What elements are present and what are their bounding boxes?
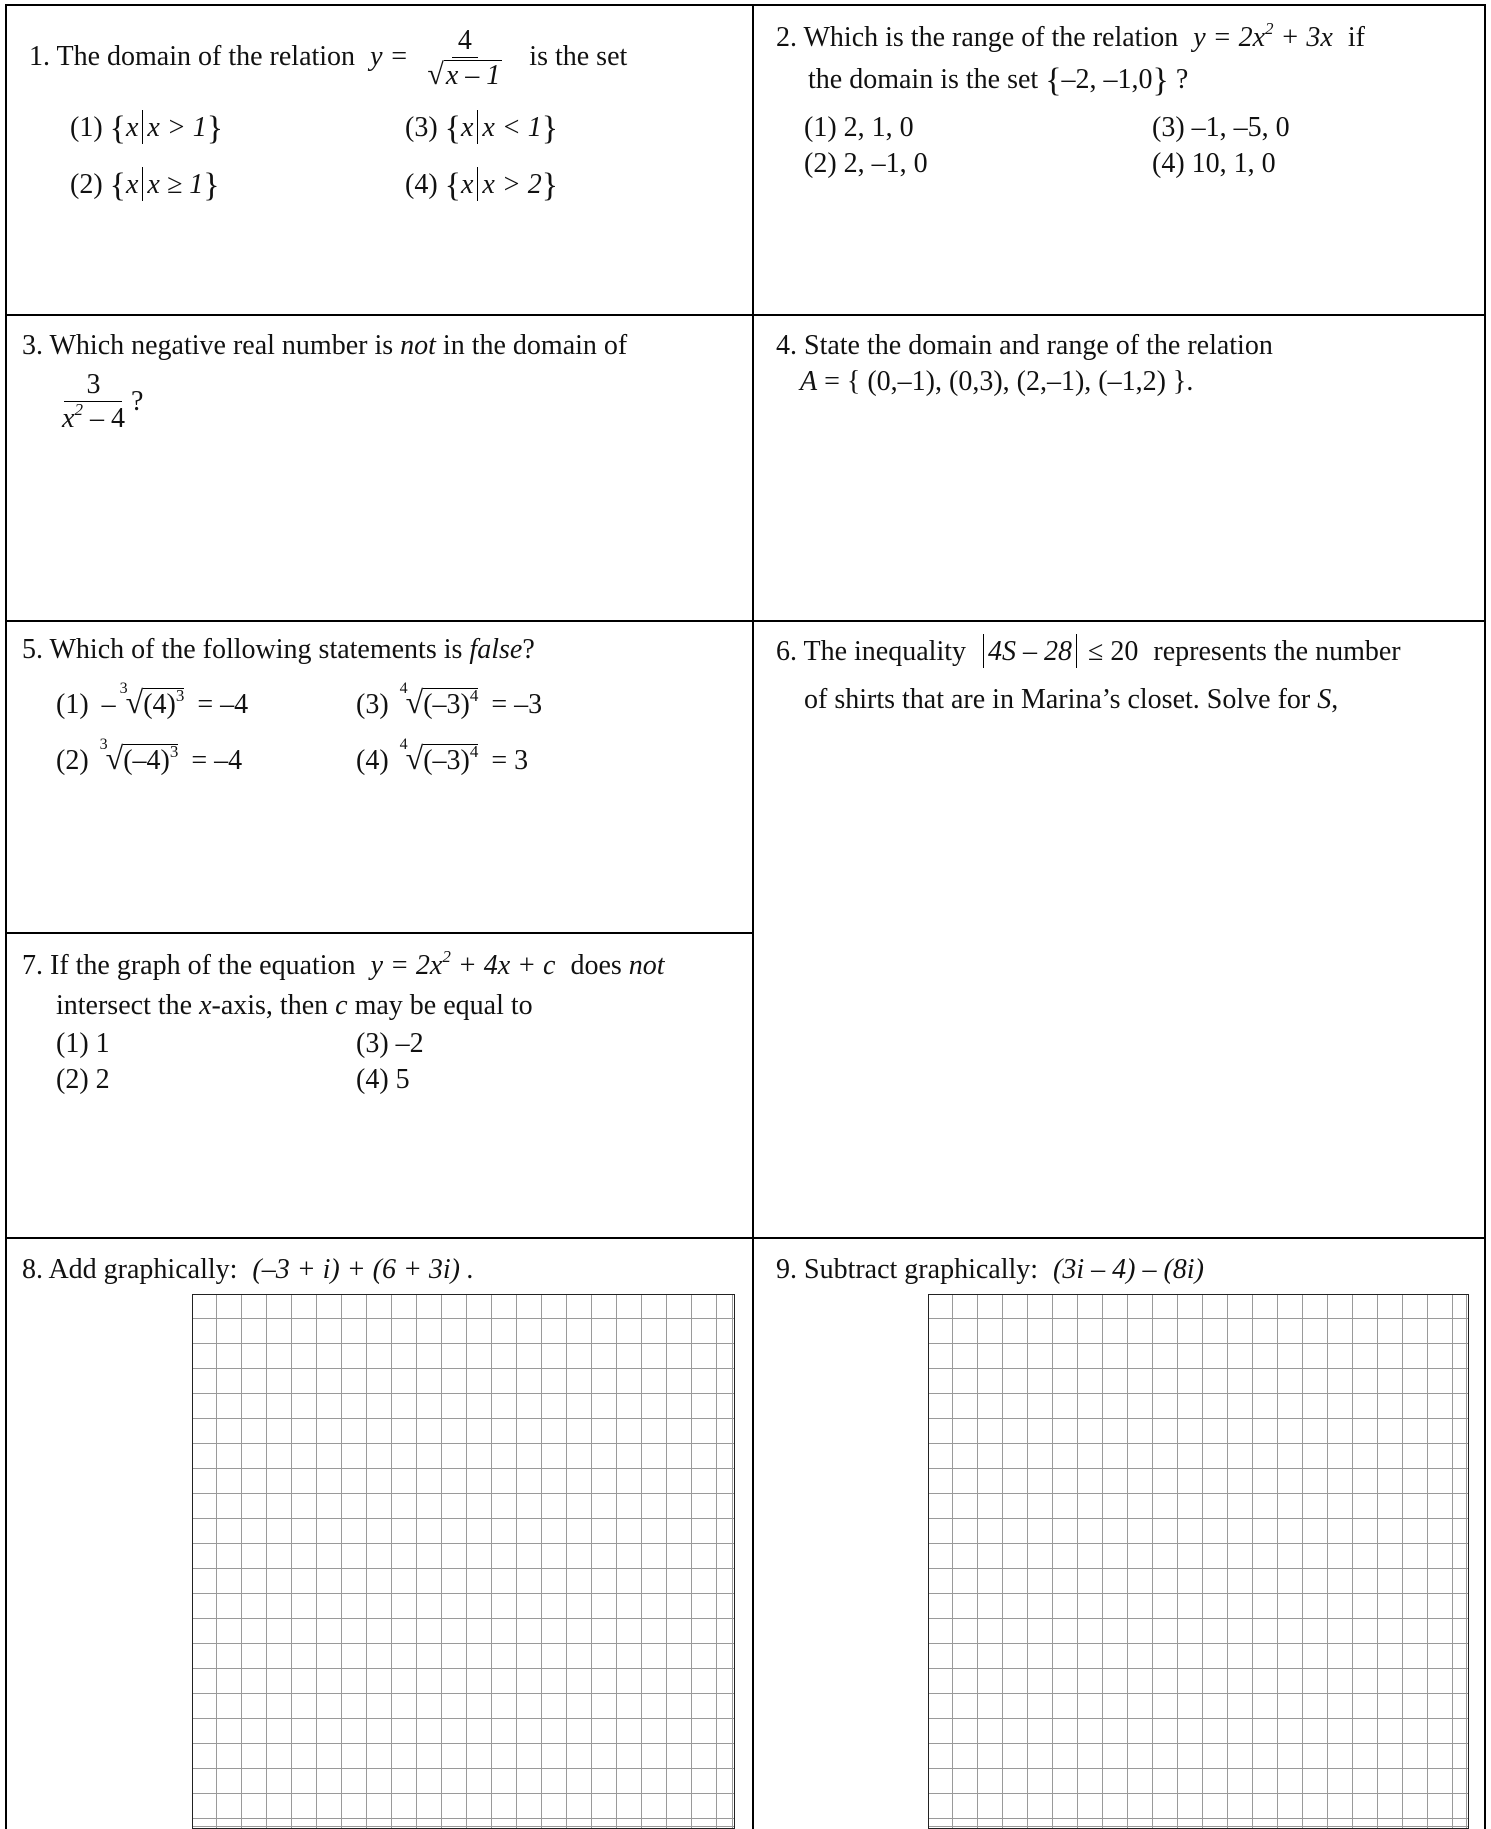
q7-prompt-line-1: 7. If the graph of the equation $y = 2x^2 + 4x + c$ does not	[22, 947, 665, 981]
q3-denominator: $x^2 - 4$	[62, 400, 125, 435]
q1-option-1: (1) {x x > 1}	[70, 110, 224, 147]
q1-fraction	[421, 26, 508, 91]
q1-radicand: x – 1	[445, 60, 501, 92]
q2-prompt-line-1: 2. Which is the range of the relation $y = 2x^2 + 3x$ if	[776, 19, 1365, 53]
q7-prompt-line-2: intersect the x-axis, then c may be equal to	[56, 990, 533, 1021]
q1-option-4: (4) {x x > 2}	[405, 167, 559, 204]
column-divider	[752, 4, 754, 1829]
q2-option-4: (4) 10, 1, 0	[1152, 148, 1276, 179]
q2-option-1: (1) 2, 1, 0	[804, 112, 914, 143]
q4-prompt-line-1: 4. State the domain and range of the relation	[776, 330, 1273, 361]
q1-equation-lhs: y =	[370, 40, 409, 72]
row-divider-left	[5, 932, 754, 934]
question-1	[7, 6, 752, 314]
row-divider	[5, 1237, 1486, 1239]
q9-graph-grid[interactable]	[928, 1294, 1469, 1829]
q6-abs-expression: 4S – 28	[988, 636, 1072, 667]
row-divider	[5, 314, 1486, 316]
q6-prompt-line-1: 6. The inequality 4S – 28 ≤ 20 represents the number	[776, 636, 1401, 667]
q5-option-3: (3) 4 $√(-3)^4 = -3$	[356, 680, 543, 720]
q8-expression: (–3 + i) + (6 + 3i) .	[252, 1254, 474, 1285]
q1-prompt: 1. The domain of the relation	[29, 40, 356, 72]
q3-numerator: 3	[64, 370, 122, 402]
q9-expression: (3i – 4) – (8i)	[1053, 1254, 1204, 1285]
q5-option-2: (2) 3 $√(-4)^3 = -4$	[56, 736, 243, 776]
q3-prompt: 3. Which negative real number is not in the domain of	[22, 330, 628, 361]
q2-equation: $y = 2x^2 + 3x$	[1193, 19, 1333, 53]
q2-prompt-line-2: the domain is the set {–2, –1,0} ?	[808, 62, 1189, 99]
q4-relation: A = { (0,–1), (0,3), (2,–1), (–1,2) }.	[800, 366, 1194, 397]
q7-option-2: (2) 2	[56, 1064, 110, 1095]
row-divider	[5, 620, 1486, 622]
q1-prompt-end: is the set	[529, 40, 628, 72]
table-border-right	[1484, 4, 1486, 1829]
q5-option-4: (4) 4 $√(-3)^4 = 3$	[356, 736, 529, 776]
q8-graph-grid[interactable]	[192, 1294, 735, 1829]
q1-option-2: (2) {x x ≥ 1}	[70, 167, 220, 204]
q7-option-3: (3) –2	[356, 1028, 424, 1059]
q7-option-1: (1) 1	[56, 1028, 110, 1059]
q2-option-3: (3) –1, –5, 0	[1152, 112, 1290, 143]
q1-numerator: 4	[452, 26, 478, 58]
q5-option-1: (1) – 3 $√(4)^3 = -4$	[56, 680, 249, 720]
q5-prompt: 5. Which of the following statements is false?	[22, 634, 535, 665]
q8-prompt: 8. Add graphically: (–3 + i) + (6 + 3i) .	[22, 1254, 474, 1285]
q3-expression: $\frac{3}{x^2 - 4}$ ?	[56, 370, 143, 434]
sqrt-symbol: √	[427, 58, 444, 92]
q7-option-4: (4) 5	[356, 1064, 410, 1095]
q6-prompt-line-2: of shirts that are in Marina’s closet. Solve for S,	[804, 684, 1339, 715]
q9-prompt: 9. Subtract graphically: (3i – 4) – (8i)	[776, 1254, 1204, 1285]
q1-option-3: (3) {x x < 1}	[405, 110, 559, 147]
q2-domain-set: –2, –1,0	[1061, 64, 1153, 95]
q2-option-2: (2) 2, –1, 0	[804, 148, 928, 179]
